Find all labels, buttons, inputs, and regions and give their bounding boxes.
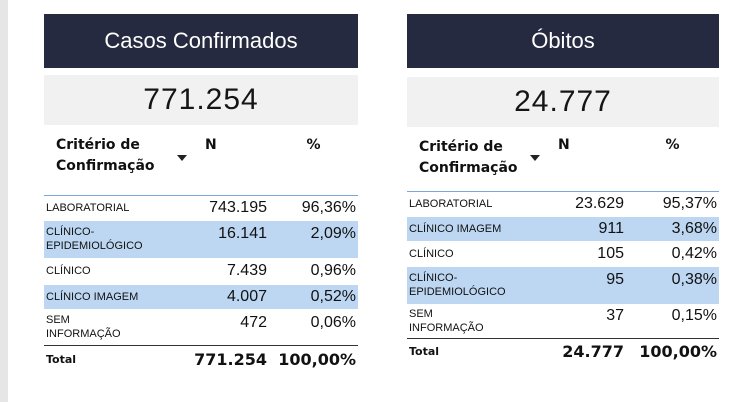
n-header-label: N bbox=[205, 137, 217, 153]
obitos-total-number: 24.777 bbox=[407, 77, 719, 127]
obitos-title: Óbitos bbox=[407, 14, 719, 68]
table-row bbox=[407, 266, 719, 304]
pct-header-label: % bbox=[306, 137, 321, 153]
total-pct: 100,00% bbox=[626, 338, 719, 364]
row-n: 7.439 bbox=[226, 262, 267, 279]
row-n: 911 bbox=[542, 216, 626, 241]
row-category: CLÍNICO- bbox=[409, 272, 458, 284]
row-pct: 0,96% bbox=[310, 262, 356, 279]
sort-descending-icon[interactable] bbox=[177, 155, 187, 161]
row-n: 23.629 bbox=[575, 194, 624, 212]
row-n: 472 bbox=[240, 313, 267, 331]
table-row bbox=[407, 304, 719, 338]
row-n: 743.195 bbox=[209, 198, 267, 216]
obitos-panel bbox=[407, 14, 719, 364]
total-row bbox=[44, 345, 358, 373]
row-pct: 95,37% bbox=[662, 194, 717, 212]
row-category: CLÍNICO IMAGEM bbox=[46, 290, 139, 303]
criterio-header-line1: Critério de bbox=[56, 137, 140, 153]
row-category-line2: INFORMAÇÃO bbox=[46, 328, 121, 340]
criterio-header[interactable] bbox=[407, 127, 542, 191]
criterio-header-line2: Confirmação bbox=[56, 158, 155, 174]
criterio-header[interactable] bbox=[44, 125, 179, 195]
total-n: 771.254 bbox=[179, 345, 269, 373]
row-pct: 0,15% bbox=[671, 306, 717, 324]
total-label: Total bbox=[44, 345, 179, 373]
sort-descending-icon[interactable] bbox=[530, 155, 540, 161]
row-pct: 96,36% bbox=[301, 198, 356, 216]
row-category: CLÍNICO bbox=[46, 265, 91, 277]
row-n: 4.007 bbox=[179, 284, 269, 309]
table-row bbox=[44, 220, 358, 258]
window-edge bbox=[0, 0, 8, 402]
row-pct: 0,06% bbox=[310, 313, 356, 331]
total-row bbox=[407, 338, 719, 364]
row-pct: 0,38% bbox=[626, 266, 719, 304]
row-pct: 0,52% bbox=[269, 284, 358, 309]
row-n: 37 bbox=[606, 306, 624, 324]
casos-table bbox=[44, 125, 358, 373]
obitos-table bbox=[407, 127, 719, 364]
row-category-line2: EPIDEMIOLÓGICO bbox=[409, 286, 506, 298]
row-category: CLÍNICO IMAGEM bbox=[409, 222, 502, 235]
table-row bbox=[407, 191, 719, 216]
table-row bbox=[44, 309, 358, 345]
row-n: 95 bbox=[542, 266, 626, 304]
table-row bbox=[44, 195, 358, 220]
criterio-header-line2: Confirmação bbox=[419, 160, 518, 176]
total-pct: 100,00% bbox=[269, 345, 358, 373]
pct-header[interactable] bbox=[626, 127, 719, 191]
row-category: SEM bbox=[409, 308, 433, 320]
row-pct: 2,09% bbox=[269, 220, 358, 258]
casos-confirmados-panel bbox=[44, 14, 358, 373]
row-category: SEM bbox=[46, 314, 70, 326]
row-n: 105 bbox=[597, 244, 624, 262]
row-category-line2: INFORMAÇÃO bbox=[409, 322, 484, 334]
table-row bbox=[44, 258, 358, 284]
row-category: LABORATORIAL bbox=[46, 201, 130, 214]
table-row bbox=[407, 241, 719, 266]
total-n: 24.777 bbox=[542, 338, 626, 364]
pct-header[interactable] bbox=[269, 125, 358, 195]
criterio-header-line1: Critério de bbox=[419, 139, 503, 155]
row-category: CLÍNICO- bbox=[46, 226, 95, 238]
row-pct: 3,68% bbox=[626, 216, 719, 241]
row-pct: 0,42% bbox=[671, 244, 717, 262]
n-header-label: N bbox=[558, 137, 570, 153]
n-header[interactable] bbox=[179, 125, 269, 195]
casos-title: Casos Confirmados bbox=[44, 14, 358, 68]
row-category: CLÍNICO bbox=[409, 247, 454, 260]
casos-total-number: 771.254 bbox=[44, 75, 358, 125]
pct-header-label: % bbox=[665, 137, 680, 153]
row-n: 16.141 bbox=[179, 220, 269, 258]
table-row bbox=[407, 216, 719, 241]
row-category: LABORATORIAL bbox=[409, 197, 493, 210]
table-row bbox=[44, 284, 358, 309]
row-category-line2: EPIDEMIOLÓGICO bbox=[46, 240, 143, 252]
n-header[interactable] bbox=[542, 127, 626, 191]
total-label: Total bbox=[407, 338, 542, 364]
